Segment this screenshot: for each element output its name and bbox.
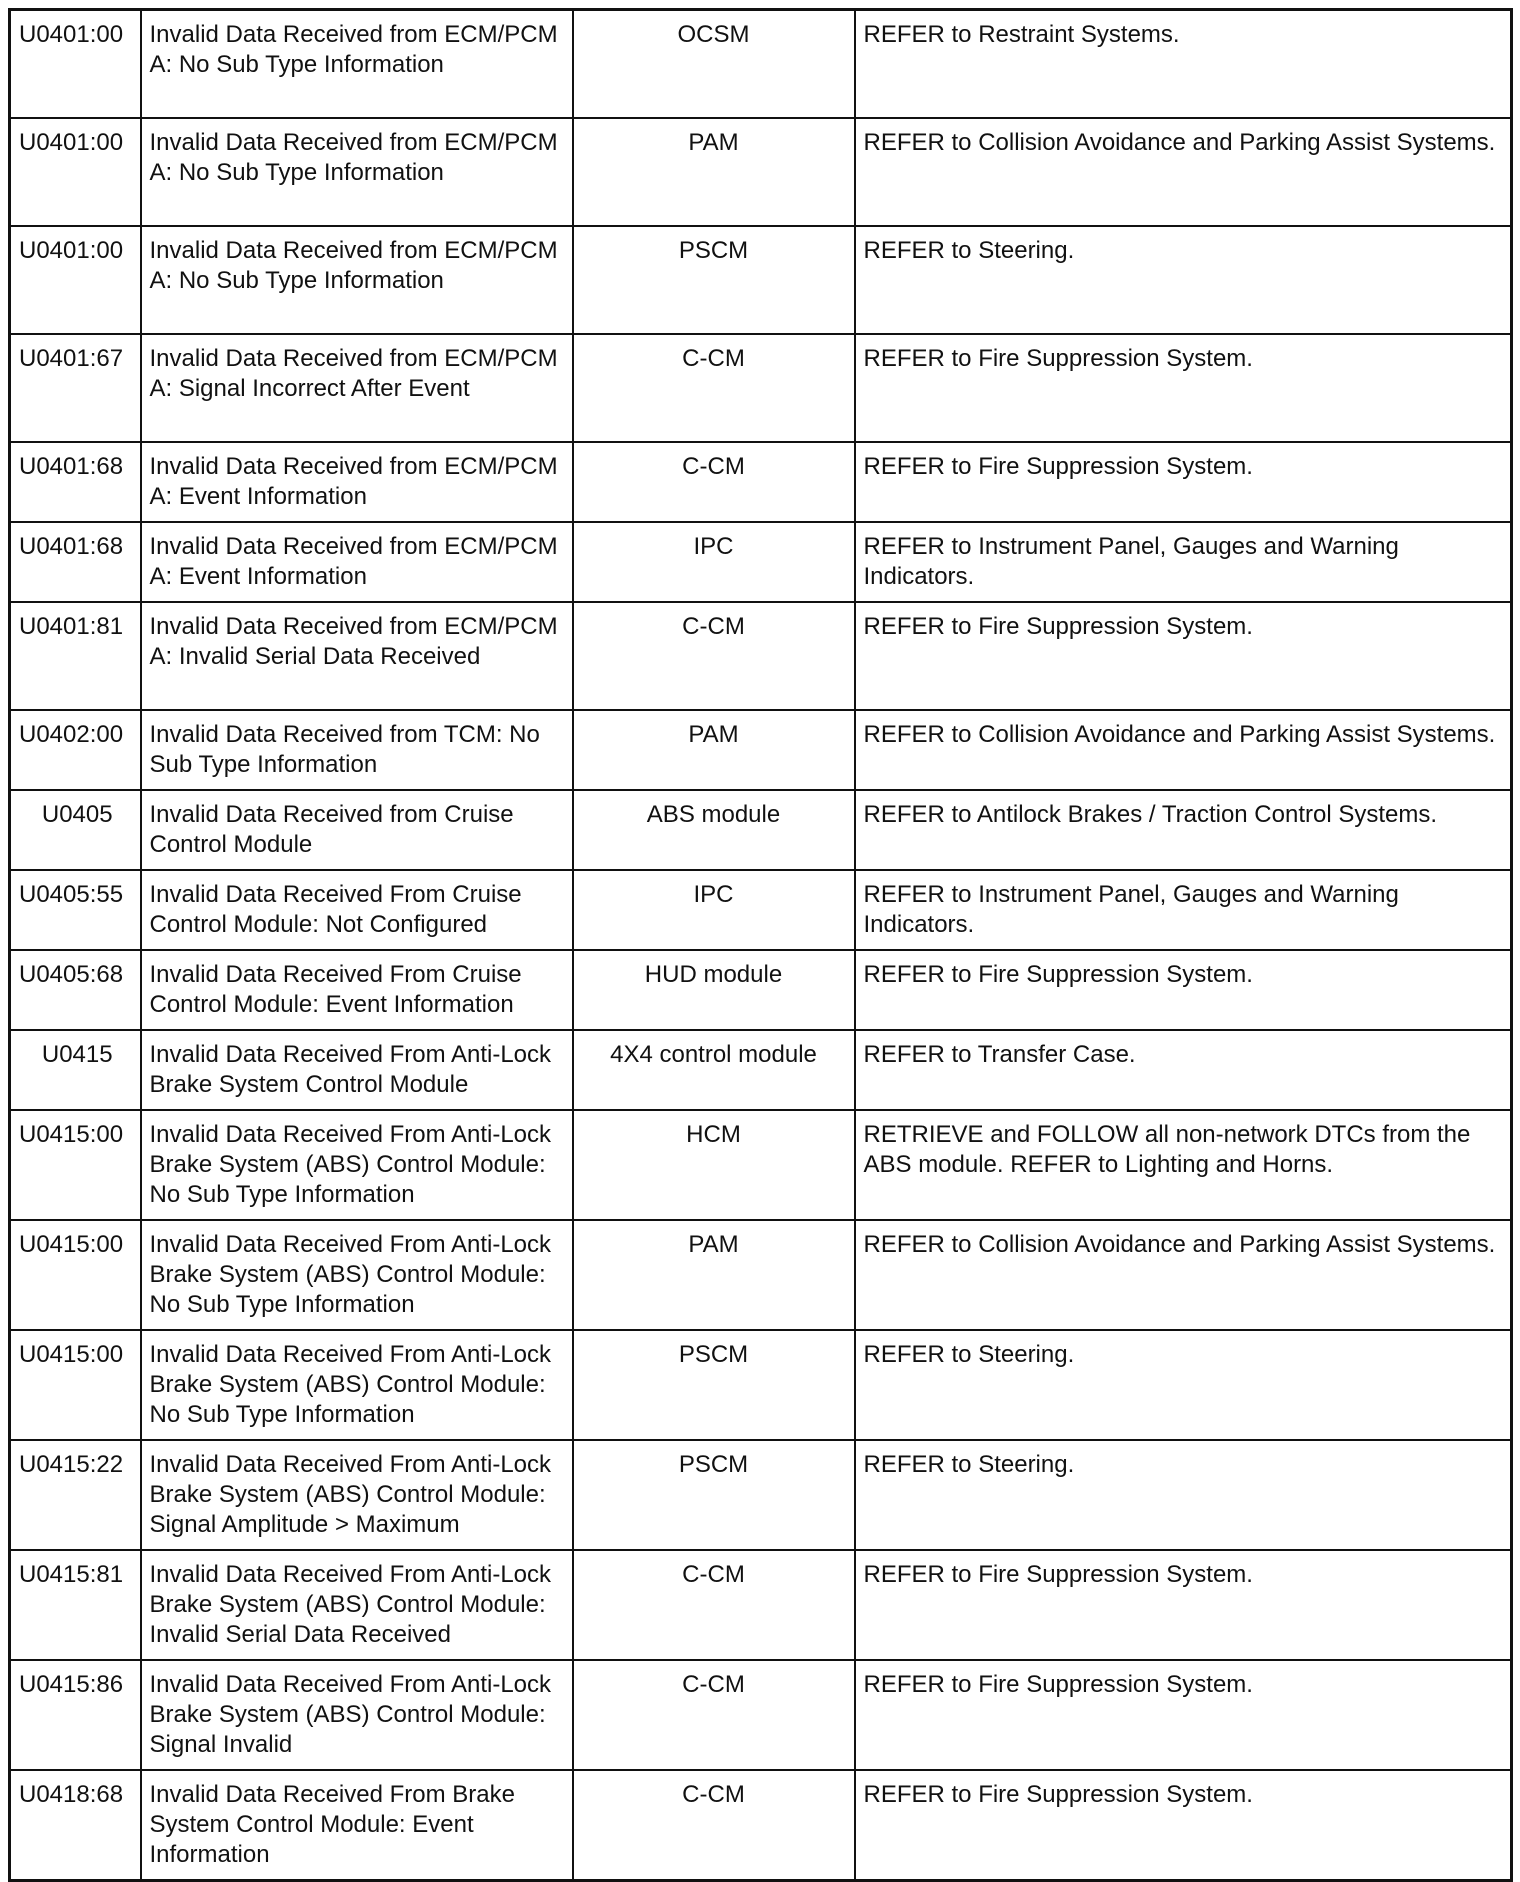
dtc-code: U0402:00 <box>10 710 141 790</box>
dtc-description: Invalid Data Received From Cruise Control Module: Not Configured <box>141 870 573 950</box>
action-text: REFER to Collision Avoidance and Parking Assist Systems. <box>855 1220 1512 1330</box>
dtc-description: Invalid Data Received from ECM/PCM A: No Sub Type Information <box>141 118 573 226</box>
dtc-code: U0401:00 <box>10 10 141 118</box>
module-name: PSCM <box>573 1330 855 1440</box>
action-text: RETRIEVE and FOLLOW all non-network DTCs from the ABS module. REFER to Lighting and Horns. <box>855 1110 1512 1220</box>
dtc-description: Invalid Data Received From Anti-Lock Brake System (ABS) Control Module: Invalid Serial Data Received <box>141 1550 573 1660</box>
action-text: REFER to Steering. <box>855 1330 1512 1440</box>
dtc-code: U0415:81 <box>10 1550 141 1660</box>
action-text: REFER to Collision Avoidance and Parking Assist Systems. <box>855 118 1512 226</box>
dtc-code: U0401:67 <box>10 334 141 442</box>
module-name: HCM <box>573 1110 855 1220</box>
module-name: IPC <box>573 522 855 602</box>
table-row <box>10 950 1512 1030</box>
action-text: REFER to Fire Suppression System. <box>855 1550 1512 1660</box>
dtc-description: Invalid Data Received from ECM/PCM A: No Sub Type Information <box>141 226 573 334</box>
dtc-description: Invalid Data Received From Brake System Control Module: Event Information <box>141 1770 573 1881</box>
dtc-code: U0401:68 <box>10 442 141 522</box>
dtc-table-body <box>10 10 1512 1881</box>
dtc-description: Invalid Data Received from ECM/PCM A: Event Information <box>141 522 573 602</box>
module-name: OCSM <box>573 10 855 118</box>
dtc-code: U0415:00 <box>10 1330 141 1440</box>
dtc-code: U0405 <box>10 790 141 870</box>
dtc-code: U0415 <box>10 1030 141 1110</box>
action-text: REFER to Instrument Panel, Gauges and Warning Indicators. <box>855 870 1512 950</box>
module-name: 4X4 control module <box>573 1030 855 1110</box>
dtc-description: Invalid Data Received From Cruise Control Module: Event Information <box>141 950 573 1030</box>
module-name: HUD module <box>573 950 855 1030</box>
dtc-code: U0418:68 <box>10 1770 141 1881</box>
dtc-code: U0401:00 <box>10 226 141 334</box>
module-name: C-CM <box>573 334 855 442</box>
dtc-code: U0401:68 <box>10 522 141 602</box>
table-row <box>10 334 1512 442</box>
module-name: IPC <box>573 870 855 950</box>
action-text: REFER to Fire Suppression System. <box>855 1660 1512 1770</box>
dtc-code: U0415:00 <box>10 1220 141 1330</box>
table-row <box>10 1220 1512 1330</box>
action-text: REFER to Fire Suppression System. <box>855 1770 1512 1881</box>
module-name: PAM <box>573 710 855 790</box>
dtc-description: Invalid Data Received From Anti-Lock Brake System (ABS) Control Module: No Sub Type Information <box>141 1220 573 1330</box>
action-text: REFER to Collision Avoidance and Parking Assist Systems. <box>855 710 1512 790</box>
dtc-description: Invalid Data Received From Anti-Lock Brake System (ABS) Control Module: No Sub Type Information <box>141 1330 573 1440</box>
table-row <box>10 870 1512 950</box>
table-row <box>10 790 1512 870</box>
table-row <box>10 1660 1512 1770</box>
module-name: C-CM <box>573 1770 855 1881</box>
dtc-table <box>8 8 1513 1882</box>
action-text: REFER to Restraint Systems. <box>855 10 1512 118</box>
module-name: C-CM <box>573 442 855 522</box>
dtc-code: U0415:86 <box>10 1660 141 1770</box>
module-name: PAM <box>573 118 855 226</box>
dtc-description: Invalid Data Received from ECM/PCM A: Invalid Serial Data Received <box>141 602 573 710</box>
dtc-description: Invalid Data Received From Anti-Lock Brake System (ABS) Control Module: No Sub Type Information <box>141 1110 573 1220</box>
dtc-code: U0415:00 <box>10 1110 141 1220</box>
dtc-code: U0415:22 <box>10 1440 141 1550</box>
table-row <box>10 118 1512 226</box>
table-row <box>10 1440 1512 1550</box>
table-row <box>10 1770 1512 1881</box>
module-name: PSCM <box>573 1440 855 1550</box>
table-row <box>10 1550 1512 1660</box>
action-text: REFER to Fire Suppression System. <box>855 950 1512 1030</box>
dtc-description: Invalid Data Received from ECM/PCM A: No Sub Type Information <box>141 10 573 118</box>
action-text: REFER to Fire Suppression System. <box>855 334 1512 442</box>
table-row <box>10 710 1512 790</box>
action-text: REFER to Fire Suppression System. <box>855 442 1512 522</box>
module-name: PSCM <box>573 226 855 334</box>
module-name: C-CM <box>573 1550 855 1660</box>
action-text: REFER to Steering. <box>855 1440 1512 1550</box>
module-name: PAM <box>573 1220 855 1330</box>
dtc-code: U0405:55 <box>10 870 141 950</box>
module-name: C-CM <box>573 1660 855 1770</box>
table-row <box>10 522 1512 602</box>
module-name: C-CM <box>573 602 855 710</box>
action-text: REFER to Instrument Panel, Gauges and Warning Indicators. <box>855 522 1512 602</box>
dtc-code: U0405:68 <box>10 950 141 1030</box>
dtc-description: Invalid Data Received From Anti-Lock Brake System (ABS) Control Module: Signal Amplitude > Maximum <box>141 1440 573 1550</box>
dtc-code: U0401:00 <box>10 118 141 226</box>
dtc-description: Invalid Data Received From Anti-Lock Brake System Control Module <box>141 1030 573 1110</box>
table-row <box>10 1330 1512 1440</box>
dtc-description: Invalid Data Received from TCM: No Sub Type Information <box>141 710 573 790</box>
module-name: ABS module <box>573 790 855 870</box>
dtc-description: Invalid Data Received From Anti-Lock Brake System (ABS) Control Module: Signal Invalid <box>141 1660 573 1770</box>
action-text: REFER to Fire Suppression System. <box>855 602 1512 710</box>
table-row <box>10 1110 1512 1220</box>
dtc-description: Invalid Data Received from ECM/PCM A: Event Information <box>141 442 573 522</box>
action-text: REFER to Antilock Brakes / Traction Control Systems. <box>855 790 1512 870</box>
action-text: REFER to Steering. <box>855 226 1512 334</box>
table-row <box>10 226 1512 334</box>
dtc-description: Invalid Data Received from ECM/PCM A: Signal Incorrect After Event <box>141 334 573 442</box>
dtc-description: Invalid Data Received from Cruise Control Module <box>141 790 573 870</box>
table-row <box>10 10 1512 118</box>
table-row <box>10 442 1512 522</box>
table-row <box>10 1030 1512 1110</box>
table-row <box>10 602 1512 710</box>
action-text: REFER to Transfer Case. <box>855 1030 1512 1110</box>
dtc-code: U0401:81 <box>10 602 141 710</box>
